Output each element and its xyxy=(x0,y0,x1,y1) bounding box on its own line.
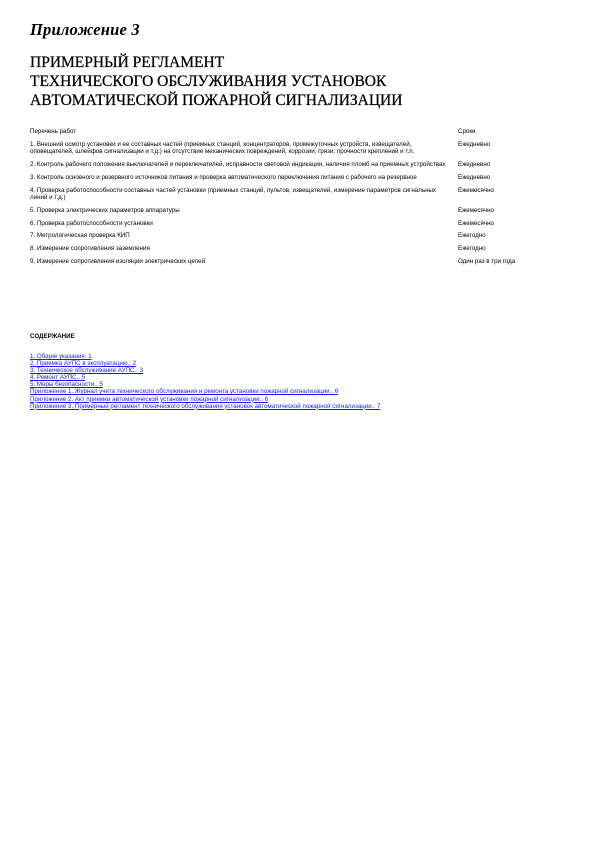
toc-link[interactable]: 2. Приемка АУПС в эксплуатацию.. 2 xyxy=(30,360,137,368)
term-cell: Ежегодно xyxy=(458,245,486,253)
appendix-label: Приложение 3 xyxy=(30,20,140,39)
toc-link[interactable]: Приложение 2. Акт приемки автоматической установки пожарной сигнализации.. 6 xyxy=(30,395,269,403)
work-cell: 5. Проверка электрических параметров аппаратуры xyxy=(30,206,180,214)
work-cell: 1. Внешний осмотр установки и ее составных частей (приемных станций, концентраторов, промежуточных устройств, извещателей, оповещателей, шлейфов сигнализации и т.д.) на отсутствие механических повреждений, коррозии, грязи; прочности креплений и т.п. xyxy=(30,140,415,156)
term-cell: Ежемесячно xyxy=(458,219,494,227)
table-row xyxy=(30,141,570,156)
title-line: ТЕХНИЧЕСКОГО ОБСЛУЖИВАНИЯ УСТАНОВОК xyxy=(30,73,387,90)
term-cell: Один раз в три года xyxy=(458,258,516,266)
toc-heading: СОДЕРЖАНИЕ xyxy=(30,333,75,340)
work-cell: 2. Контроль рабочего положения выключателей и переключателей, исправности световой индикации, наличия пломб на приемных устройствах xyxy=(30,160,446,168)
toc-link[interactable]: 1. Общие указания. 1 xyxy=(30,353,92,360)
table-row xyxy=(30,207,570,215)
table-row xyxy=(30,161,570,169)
table-row xyxy=(30,220,570,228)
table-of-contents xyxy=(30,353,380,410)
table-header-row xyxy=(30,128,570,136)
title-line: ПРИМЕРНЫЙ РЕГЛАМЕНТ xyxy=(30,54,225,71)
term-cell: Ежемесячно xyxy=(458,206,494,214)
term-cell: Ежедневно xyxy=(458,160,491,168)
term-cell: Ежедневно xyxy=(458,173,491,181)
table-row xyxy=(30,258,570,266)
table-row xyxy=(30,232,570,240)
toc-link[interactable]: 3. Техническое обслуживание АУПС.. 3 xyxy=(30,367,144,375)
column-header-term: Сроки xyxy=(458,128,476,135)
table-row xyxy=(30,174,570,182)
work-cell: 3. Контроль основного и резервного источников питания и проверка автоматического переключения питания с рабочего на резервное xyxy=(30,173,417,181)
table-row xyxy=(30,187,570,202)
toc-link[interactable]: 4. Ремонт АУПС.. 5 xyxy=(30,374,86,382)
term-cell: Ежемесячно xyxy=(458,186,494,194)
toc-link[interactable]: Приложение 1. Журнал учета технического обслуживания и ремонта установки пожарной сигнализации.. 6 xyxy=(30,388,339,396)
toc-link[interactable]: Приложение 3. Примерный регламент технического обслуживания установок автоматической пожарной сигнализации.. 7 xyxy=(30,402,381,410)
term-cell: Ежедневно xyxy=(458,140,491,148)
work-cell: 8. Измерение сопротивления заземления xyxy=(30,245,150,253)
column-header-work: Перечень работ xyxy=(30,128,77,135)
title-line: АВТОМАТИЧЕСКОЙ ПОЖАРНОЙ СИГНАЛИЗАЦИИ xyxy=(30,92,403,109)
document-title xyxy=(30,53,402,110)
term-cell: Ежегодно xyxy=(458,232,486,240)
work-cell: 6. Проверка работоспособности установки xyxy=(30,219,153,227)
maintenance-schedule-table xyxy=(30,128,570,271)
work-cell: 9. Измерение сопротивления изоляции электрических цепей xyxy=(30,258,206,266)
work-cell: 7. Метрологическая проверка КИП xyxy=(30,232,130,240)
work-cell: 4. Проверка работоспособности составных частей установки (приемных станций, пультов, извещателей, измерение параметров сигнальных линий и т.д.) xyxy=(30,186,437,202)
table-row xyxy=(30,245,570,253)
toc-link[interactable]: 5. Меры безопасности.. 5 xyxy=(30,381,103,389)
